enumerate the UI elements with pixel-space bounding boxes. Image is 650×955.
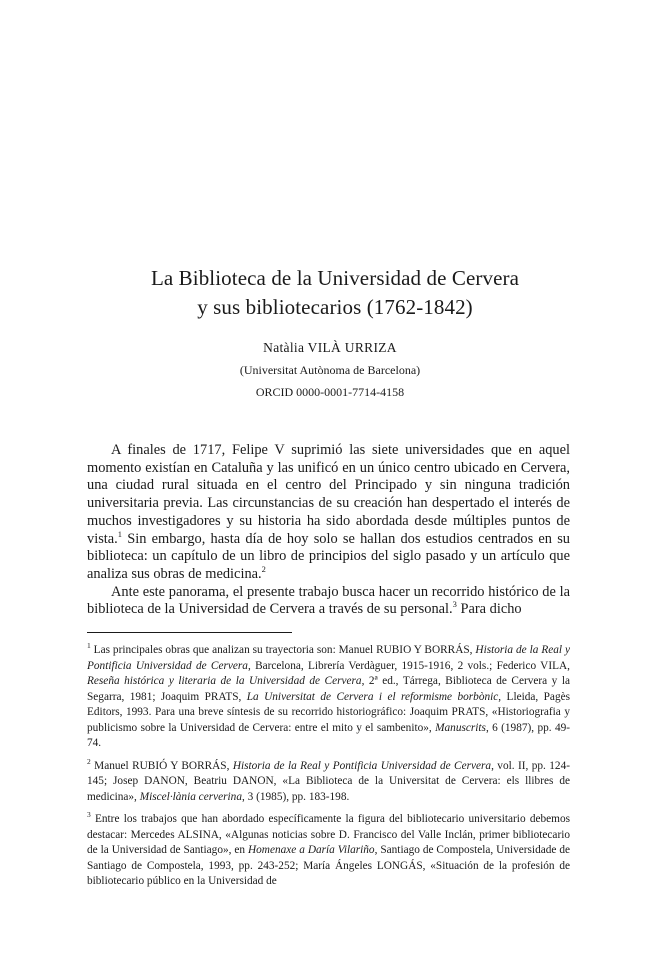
paragraph-2-text-b: Para dicho xyxy=(456,601,522,618)
footnote-ref-2: 2 xyxy=(261,564,266,575)
footnote-3-text: , Santiago de Compostela, Universidade de Santiago de Compostela, 1993, pp. 243-252; María Ángeles LONGÁS, «Situación de la profesión de bibliotecario público en la Universidad de xyxy=(87,844,570,887)
author-orcid: ORCID 0000-0001-7714-4158 xyxy=(255,385,405,399)
footnote-1-title: La Universitat de Cervera i el reformisme borbònic xyxy=(246,690,499,703)
paragraph-1-text-a: A finales de 1717, Felipe V suprimió las siete universidades que en aquel momento existían en Cataluña y las unificó en un único centro ubicado en Cervera, una ciudad rural situada en el centro del Principado y sin ninguna tradición universitaria previa. Las circunstancias de su creación han despertado el interés de muchos investigadores y su historia ha sido abordada desde múltiples puntos de vista. xyxy=(87,442,570,547)
paragraph-2-text-a: Ante este panorama, el presente trabajo busca hacer un recorrido histórico de la biblioteca de la Universidad de Cervera a través de su personal. xyxy=(87,583,570,618)
author-name: Natàlia VILÀ URRIZA xyxy=(263,340,397,355)
footnote-ref-3: 3 xyxy=(452,599,457,610)
footnote-1-title: Manuscrits xyxy=(435,721,486,734)
footnote-2-title: Historia de la Real y Pontificia Universidad de Cervera xyxy=(232,759,492,772)
footnote-3-title: Homenaxe a Daría Vilariño xyxy=(248,844,375,856)
footnote-3-text: Entre los trabajos que han abordado específicamente la figura del bibliotecario universitario debemos destacar: Mercedes ALSINA, «Algunas noticias sobre D. Francisco del Valle Inclán, primer bibliotecario de la Universidad de Santiago», en xyxy=(87,813,570,856)
body-text xyxy=(87,442,570,619)
footnote-2-title: Miscel·lània cerverina xyxy=(139,790,242,803)
footnote-2-text: , vol. II, pp. 124-145; Josep DANON, Beatriu DANON, «La Biblioteca de la Universitat de Cervera: els llibres de medicina», xyxy=(87,759,570,803)
paragraph-1 xyxy=(87,442,570,584)
footnote-2-mark: 2 xyxy=(87,756,91,766)
footnote-2-text: , 3 (1985), pp. 183-198. xyxy=(241,790,350,803)
footnote-1-text: , 6 (1987), pp. 49-74. xyxy=(87,721,570,749)
footnote-1-title: Historia de la Real y Pontificia Universidad de Cervera xyxy=(87,644,570,672)
footnote-3 xyxy=(87,812,570,890)
footnote-1-text: , 2ª ed., Tárrega, Biblioteca de Cervera y la Segarra, 1981; Joaquim PRATS, xyxy=(87,675,570,703)
footnote-ref-1: 1 xyxy=(117,528,123,539)
paragraph-2 xyxy=(87,584,570,619)
footnote-1-text: Las principales obras que analizan su trayectoria son: Manuel RUBIO Y BORRÁS, xyxy=(90,644,476,656)
article-title xyxy=(80,264,590,322)
footnote-2 xyxy=(87,756,570,806)
footnote-1-title: Reseña histórica y literaria de la Universidad de Cervera xyxy=(87,675,362,687)
author-affiliation: (Universitat Autònoma de Barcelona) xyxy=(239,363,421,377)
title-line-1: La Biblioteca de la Universidad de Cervera xyxy=(150,266,520,290)
footnote-1-text: , Barcelona, Librería Verdàguer, 1915-1916, 2 vols.; Federico VILA, xyxy=(247,659,570,672)
footnote-3-mark: 3 xyxy=(87,810,91,820)
title-line-2: y sus bibliotecarios (1762-1842) xyxy=(197,295,473,319)
footnote-1 xyxy=(87,643,570,752)
footnote-2-text: Manuel RUBIÓ Y BORRÁS, xyxy=(90,759,233,772)
paragraph-1-text-b: Sin embargo, hasta día de hoy solo se hallan dos estudios centrados en su biblioteca: un capítulo de un libro de principios del siglo pasado y un artículo que analiza sus obras de medicina. xyxy=(87,530,570,582)
footnote-1-mark: 1 xyxy=(87,641,91,651)
footnotes xyxy=(87,643,570,897)
footnote-1-text: , Lleida, Pagès Editors, 1993. Para una breve síntesis de su recorrido historiográfico: Joaquim PRATS, «Historiografia y publicismo sobre la Universidad de Cervera: entre el mito y el sambenito», xyxy=(87,690,570,734)
footnote-separator xyxy=(87,632,292,633)
